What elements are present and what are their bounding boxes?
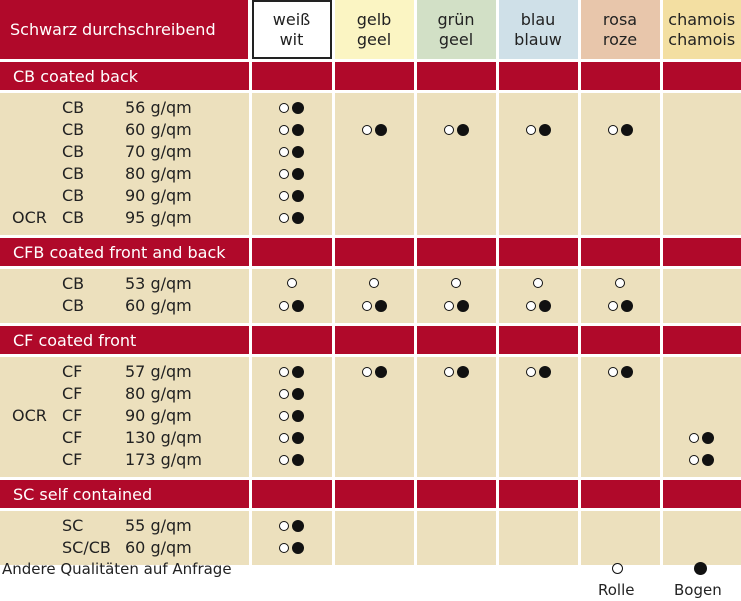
open-circle-icon (279, 103, 289, 113)
filled-circle-icon (292, 300, 304, 312)
open-circle-icon (369, 278, 379, 288)
availability-mark (279, 542, 304, 554)
section-bar-cell (581, 326, 660, 354)
row-weight: 173 g/qm (125, 450, 202, 469)
availability-mark (279, 388, 304, 400)
section-bar-cell (335, 238, 414, 266)
row-type: CB (62, 208, 85, 227)
open-circle-icon (279, 411, 289, 421)
open-circle-icon (444, 125, 454, 135)
row-weight: 90 g/qm (125, 186, 192, 205)
open-circle-icon (608, 125, 618, 135)
open-circle-icon (279, 147, 289, 157)
availability-mark (279, 454, 304, 466)
section-body-cell (335, 511, 414, 565)
row-type: CF (62, 362, 83, 381)
section-bar-cell (417, 238, 496, 266)
open-circle-icon (279, 455, 289, 465)
filled-circle-icon (539, 124, 551, 136)
column-header-line1: chamois (668, 9, 736, 29)
open-circle-icon (451, 278, 461, 288)
filled-circle-icon (292, 102, 304, 114)
row-weight: 90 g/qm (125, 406, 192, 425)
row-weight: 80 g/qm (125, 384, 192, 403)
section-bar-cell (335, 326, 414, 354)
section-bar-cell (417, 480, 496, 508)
availability-mark (689, 454, 714, 466)
filled-circle-icon (292, 168, 304, 180)
filled-circle-icon (457, 124, 469, 136)
filled-circle-icon (375, 300, 387, 312)
open-circle-icon (279, 543, 289, 553)
availability-mark (369, 278, 379, 288)
open-circle-icon (279, 191, 289, 201)
section-bar-cell (581, 480, 660, 508)
section-title (0, 62, 249, 90)
filled-circle-icon (621, 300, 633, 312)
filled-circle-icon (457, 300, 469, 312)
rolle-icon (612, 563, 623, 574)
open-circle-icon (608, 301, 618, 311)
section-title-text: CFB coated front and back (13, 242, 226, 262)
filled-circle-icon (375, 366, 387, 378)
bogen-icon (694, 562, 707, 575)
section-title (0, 480, 249, 508)
column-header-line2: geel (438, 29, 474, 49)
open-circle-icon (608, 367, 618, 377)
filled-circle-icon (539, 300, 551, 312)
row-weight: 130 g/qm (125, 428, 202, 447)
section-bar-cell (581, 238, 660, 266)
section-bar-cell (252, 480, 332, 508)
section-bar-cell (663, 326, 741, 354)
column-header-line1: weiß (272, 9, 311, 29)
availability-mark (533, 278, 543, 288)
open-circle-icon (689, 433, 699, 443)
availability-mark (444, 366, 469, 378)
column-header-line2: wit (279, 29, 304, 49)
availability-mark (608, 124, 633, 136)
section-bar-cell (335, 480, 414, 508)
filled-circle-icon (375, 124, 387, 136)
availability-mark (279, 410, 304, 422)
section-bar-cell (663, 480, 741, 508)
row-prefix: OCR (12, 208, 47, 227)
open-circle-icon (279, 301, 289, 311)
column-header-line2: roze (602, 29, 638, 49)
open-circle-icon (279, 433, 289, 443)
section-bar-cell (252, 238, 332, 266)
row-weight: 95 g/qm (125, 208, 192, 227)
filled-circle-icon (292, 190, 304, 202)
open-circle-icon (444, 301, 454, 311)
row-prefix: OCR (12, 406, 47, 425)
footer-note: Andere Qualitäten auf Anfrage (2, 560, 232, 578)
section-bar-cell (499, 480, 578, 508)
column-header-line1: blau (520, 9, 556, 29)
row-type: CB (62, 274, 85, 293)
availability-mark (279, 366, 304, 378)
filled-circle-icon (292, 366, 304, 378)
section-body-cell (663, 269, 741, 323)
filled-circle-icon (702, 432, 714, 444)
section-body-cell (499, 93, 578, 235)
availability-mark (279, 432, 304, 444)
availability-mark (689, 432, 714, 444)
row-type: CB (62, 142, 85, 161)
availability-mark (362, 300, 387, 312)
section-bar-cell (335, 62, 414, 90)
filled-circle-icon (457, 366, 469, 378)
open-circle-icon (689, 455, 699, 465)
availability-mark (526, 300, 551, 312)
section-bar-cell (499, 238, 578, 266)
filled-circle-icon (292, 520, 304, 532)
open-circle-icon (362, 301, 372, 311)
availability-mark (279, 168, 304, 180)
filled-circle-icon (292, 454, 304, 466)
row-weight: 70 g/qm (125, 142, 192, 161)
row-type: SC (62, 516, 84, 535)
section-body-cell (663, 511, 741, 565)
section-title (0, 326, 249, 354)
column-header-gelb (335, 0, 414, 59)
column-header-line2: blauw (514, 29, 562, 49)
row-type: CF (62, 384, 83, 403)
section-bar-cell (417, 62, 496, 90)
row-type: CB (62, 164, 85, 183)
column-header-line1: gelb (356, 9, 392, 29)
section-body-cell (663, 93, 741, 235)
availability-mark (279, 124, 304, 136)
row-weight: 60 g/qm (125, 538, 192, 557)
row-weight: 57 g/qm (125, 362, 192, 381)
open-circle-icon (526, 367, 536, 377)
row-type: CB (62, 296, 85, 315)
column-header-weiss (252, 0, 332, 59)
availability-mark (608, 300, 633, 312)
open-circle-icon (615, 278, 625, 288)
section-bar-cell (252, 62, 332, 90)
filled-circle-icon (292, 124, 304, 136)
section-body-cell (499, 511, 578, 565)
row-weight: 80 g/qm (125, 164, 192, 183)
section-body-cell (581, 93, 660, 235)
row-weight: 60 g/qm (125, 296, 192, 315)
column-header-line2: chamois (668, 29, 736, 49)
open-circle-icon (279, 213, 289, 223)
row-type: CB (62, 186, 85, 205)
availability-mark (279, 190, 304, 202)
availability-mark (362, 124, 387, 136)
column-header-blau (499, 0, 578, 59)
column-header-chamois (663, 0, 741, 59)
section-bar-cell (499, 62, 578, 90)
section-bar-cell (581, 62, 660, 90)
open-circle-icon (444, 367, 454, 377)
availability-mark (444, 124, 469, 136)
section-bar-cell (417, 326, 496, 354)
filled-circle-icon (702, 454, 714, 466)
open-circle-icon (279, 125, 289, 135)
section-bar-cell (499, 326, 578, 354)
column-header-line1: grün (437, 9, 475, 29)
availability-mark (279, 300, 304, 312)
open-circle-icon (362, 125, 372, 135)
availability-mark (362, 366, 387, 378)
row-weight: 56 g/qm (125, 98, 192, 117)
column-header-line2: geel (356, 29, 392, 49)
section-title-text: CB coated back (13, 66, 139, 86)
open-circle-icon (279, 169, 289, 179)
availability-mark (526, 124, 551, 136)
open-circle-icon (526, 125, 536, 135)
row-weight: 53 g/qm (125, 274, 192, 293)
open-circle-icon (362, 367, 372, 377)
row-type: CB (62, 98, 85, 117)
header-title (0, 0, 248, 59)
row-type: CB (62, 120, 85, 139)
section-bar-cell (663, 62, 741, 90)
legend-rolle-label: Rolle (598, 581, 635, 599)
section-body-cell (581, 511, 660, 565)
availability-mark (279, 102, 304, 114)
availability-mark (451, 278, 461, 288)
column-header-line1: rosa (602, 9, 638, 29)
availability-mark (287, 278, 297, 288)
legend-bogen-label: Bogen (674, 581, 722, 599)
column-header-gruen (417, 0, 496, 59)
availability-mark (279, 212, 304, 224)
availability-mark (279, 146, 304, 158)
filled-circle-icon (292, 146, 304, 158)
row-type: CF (62, 450, 83, 469)
section-bar-cell (252, 326, 332, 354)
section-bar-cell (663, 238, 741, 266)
section-body-cell (417, 511, 496, 565)
filled-circle-icon (621, 124, 633, 136)
row-type: CF (62, 428, 83, 447)
filled-circle-icon (292, 410, 304, 422)
row-type: CF (62, 406, 83, 425)
availability-mark (608, 366, 633, 378)
header-title-text: Schwarz durchschreibend (10, 20, 216, 39)
filled-circle-icon (292, 212, 304, 224)
availability-mark (615, 278, 625, 288)
filled-circle-icon (292, 388, 304, 400)
availability-mark (279, 520, 304, 532)
open-circle-icon (279, 367, 289, 377)
filled-circle-icon (621, 366, 633, 378)
section-body-cell (417, 93, 496, 235)
open-circle-icon (279, 389, 289, 399)
column-header-rosa (581, 0, 660, 59)
row-weight: 55 g/qm (125, 516, 192, 535)
row-weight: 60 g/qm (125, 120, 192, 139)
open-circle-icon (287, 278, 297, 288)
filled-circle-icon (539, 366, 551, 378)
section-body-cell (335, 93, 414, 235)
filled-circle-icon (292, 542, 304, 554)
open-circle-icon (533, 278, 543, 288)
section-title (0, 238, 249, 266)
filled-circle-icon (292, 432, 304, 444)
row-type: SC/CB (62, 538, 111, 557)
open-circle-icon (526, 301, 536, 311)
availability-mark (444, 300, 469, 312)
section-title-text: SC self contained (13, 484, 153, 504)
section-title-text: CF coated front (13, 330, 137, 350)
availability-mark (526, 366, 551, 378)
open-circle-icon (279, 521, 289, 531)
